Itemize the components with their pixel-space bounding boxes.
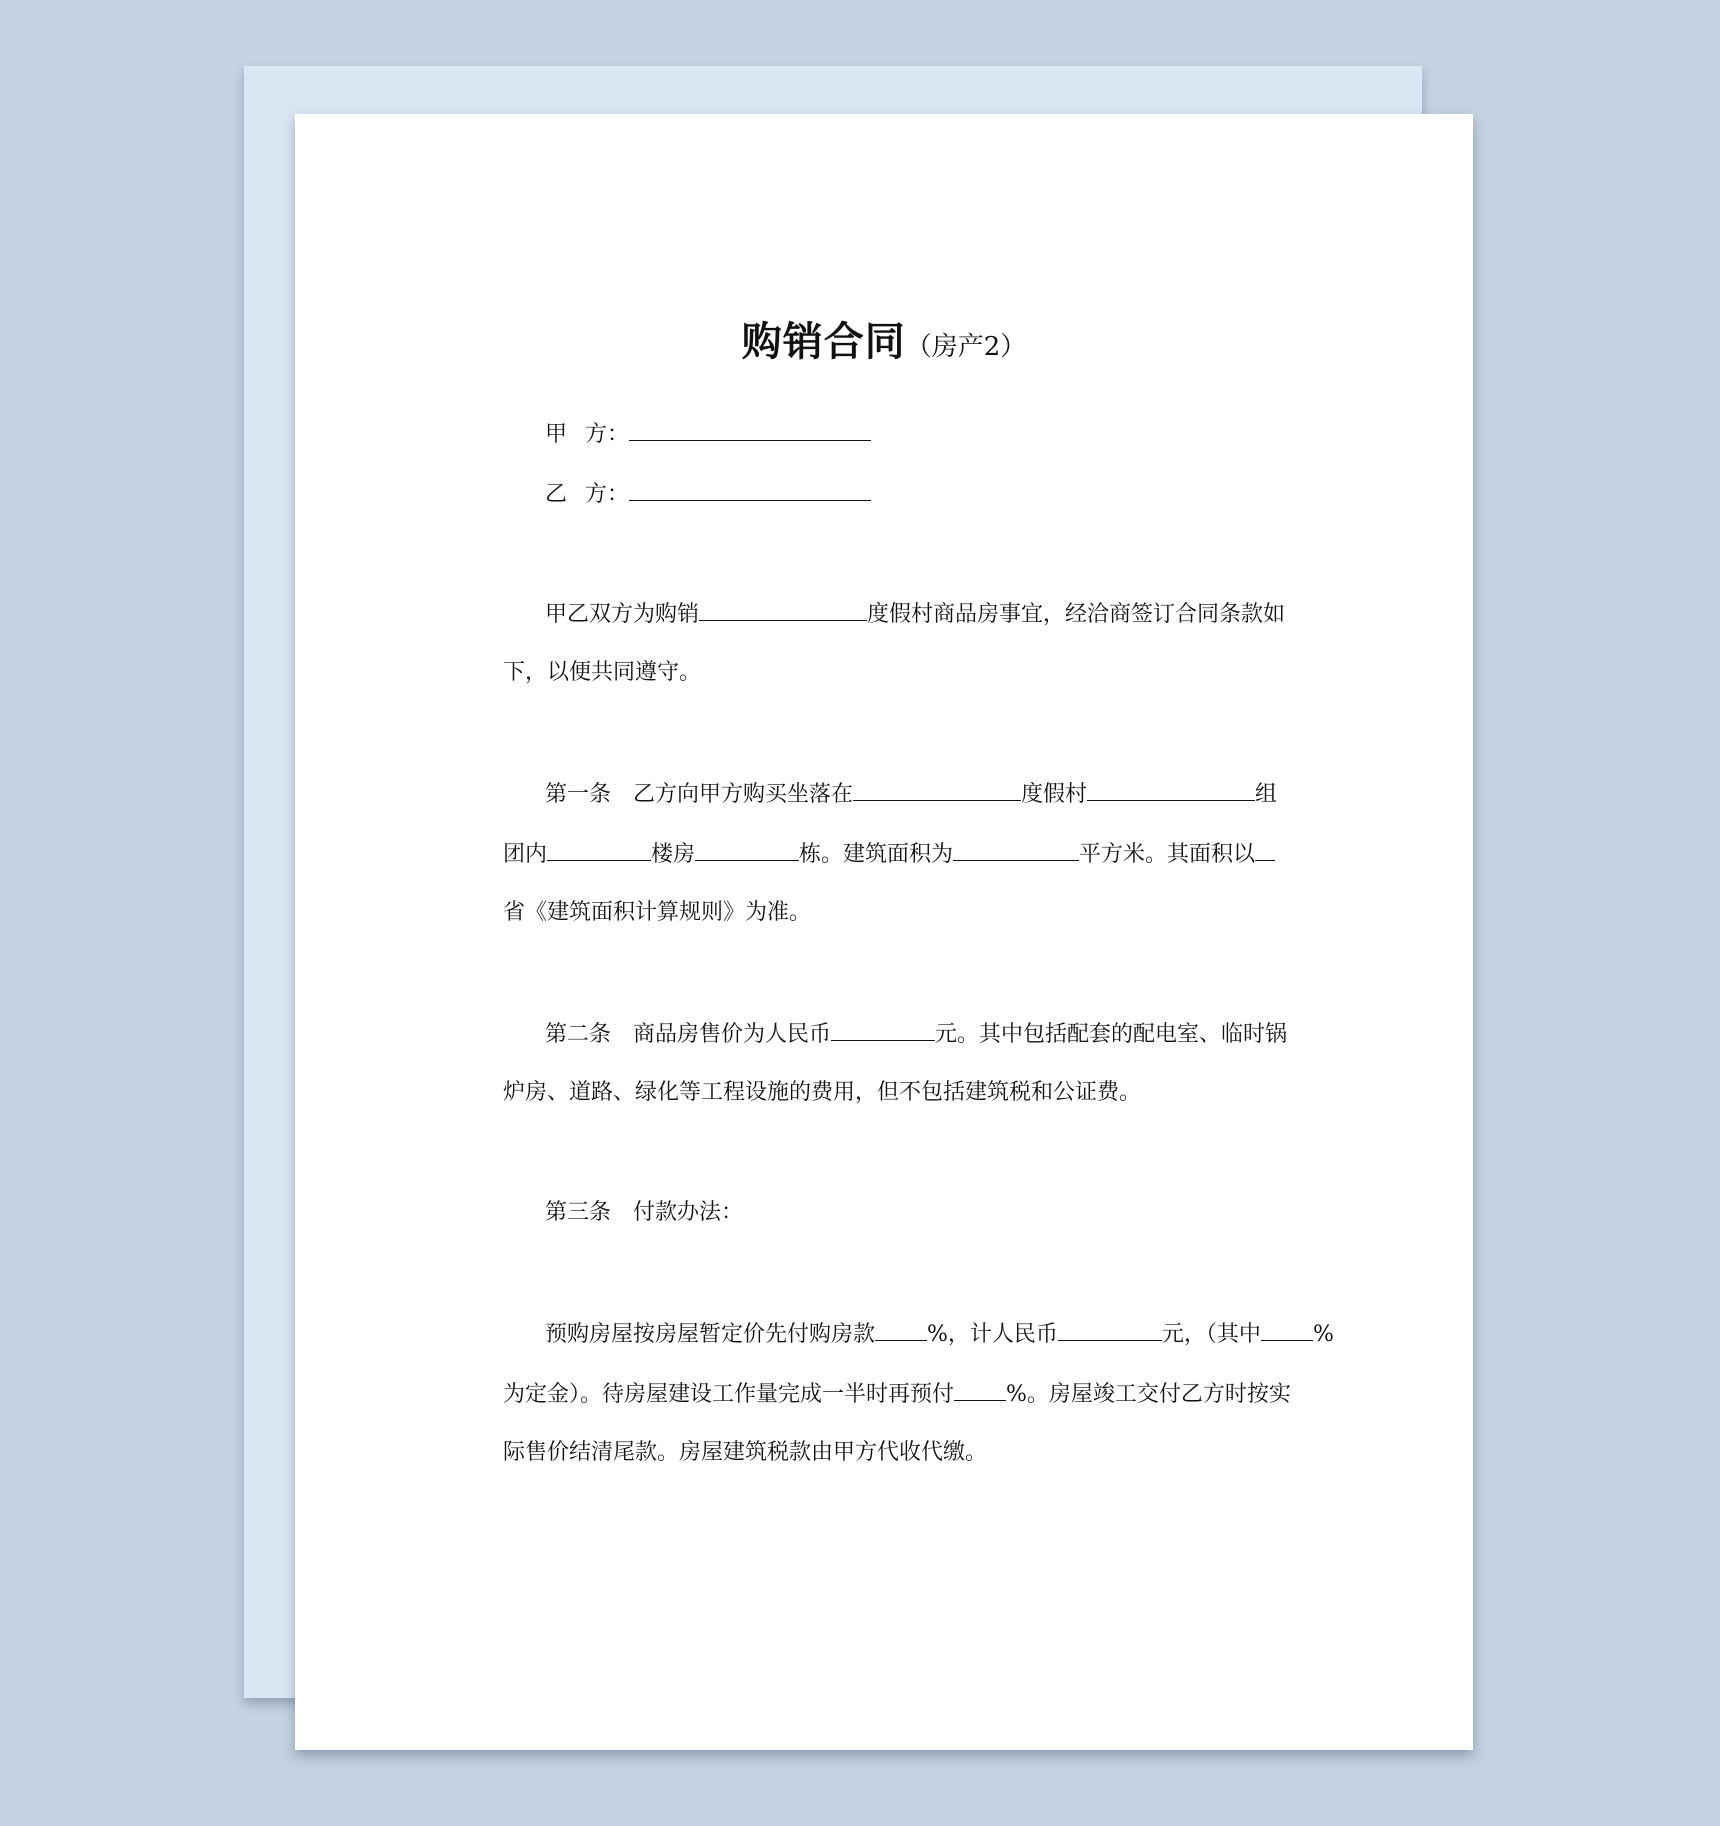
payment-text-f: %。房屋竣工交付乙方时按实 — [1006, 1382, 1291, 1407]
article1-text-g: 平方米。其面积以 — [1079, 842, 1256, 867]
payment-text-b: %，计人民币 — [927, 1322, 1058, 1347]
building-count-blank — [695, 838, 799, 861]
article1-text-b: 度假村 — [1021, 782, 1088, 807]
article2-line-1 — [503, 1018, 1287, 1050]
payment-line-2 — [503, 1378, 1291, 1410]
prepay-percent-blank — [875, 1318, 927, 1341]
payment-text-g: 际售价结清尾款。房屋建筑税款由甲方代收代缴。 — [503, 1440, 988, 1465]
article2-line-2 — [503, 1078, 1141, 1108]
payment-text-e: 为定金）。待房屋建设工作量完成一半时再预付 — [503, 1382, 955, 1407]
document-page — [295, 114, 1473, 1750]
payment-line-1 — [503, 1318, 1334, 1350]
article1-line-2 — [503, 838, 1275, 870]
province-blank — [1255, 838, 1275, 861]
article2-text-b: 元。其中包括配套的配电室、临时锅 — [935, 1022, 1288, 1047]
intro-text-a: 甲乙双方为购销 — [545, 602, 700, 627]
article1-text-f: 栋。建筑面积为 — [799, 842, 954, 867]
group-blank — [1087, 778, 1255, 801]
intro-text-b: 度假村商品房事宜，经洽商签订合同条款如 — [867, 602, 1286, 627]
intro-text-c: 下，以便共同遵守。 — [503, 660, 702, 685]
article1-text-h: 省《建筑面积计算规则》为准。 — [503, 900, 812, 925]
party-b-label: 乙 — [545, 482, 568, 507]
title-note: （房产2） — [905, 332, 1027, 362]
location-blank — [853, 778, 1021, 801]
article1-line-1 — [503, 778, 1277, 810]
resort-name-blank — [699, 598, 867, 621]
article1-text-d: 团内 — [503, 842, 548, 867]
article1-line-3 — [503, 898, 811, 928]
party-a-line — [503, 418, 871, 450]
payment-line-3 — [503, 1438, 987, 1468]
party-b-line — [503, 478, 871, 510]
payment-text-d: % — [1312, 1322, 1334, 1347]
article3-heading — [503, 1198, 743, 1228]
payment-text-a: 预购房屋按房屋暂定价先付购房款 — [545, 1322, 876, 1347]
party-a-blank — [629, 418, 871, 441]
intro-line-1 — [503, 598, 1285, 630]
party-a-suffix: 方： — [585, 422, 630, 447]
party-b-blank — [629, 478, 871, 501]
article2-text-a: 第二条 商品房售价为人民币 — [545, 1022, 832, 1047]
page-title — [295, 310, 1473, 367]
article1-text-c: 组 — [1255, 782, 1278, 807]
area-blank — [953, 838, 1079, 861]
article3-text: 第三条 付款办法： — [545, 1200, 744, 1225]
intro-line-2 — [503, 658, 701, 688]
article1-text-e: 楼房 — [651, 842, 696, 867]
party-b-suffix: 方： — [585, 482, 630, 507]
block-blank — [547, 838, 651, 861]
prepay-amount-blank — [1058, 1318, 1162, 1341]
article1-text-a: 第一条 乙方向甲方购买坐落在 — [545, 782, 854, 807]
party-a-label: 甲 — [545, 422, 568, 447]
deposit-percent-blank — [1261, 1318, 1313, 1341]
title-main: 购销合同 — [741, 319, 906, 365]
second-prepay-blank — [954, 1378, 1006, 1401]
price-blank — [831, 1018, 935, 1041]
article2-text-c: 炉房、道路、绿化等工程设施的费用，但不包括建筑税和公证费。 — [503, 1080, 1142, 1105]
payment-text-c: 元，（其中 — [1161, 1322, 1261, 1347]
